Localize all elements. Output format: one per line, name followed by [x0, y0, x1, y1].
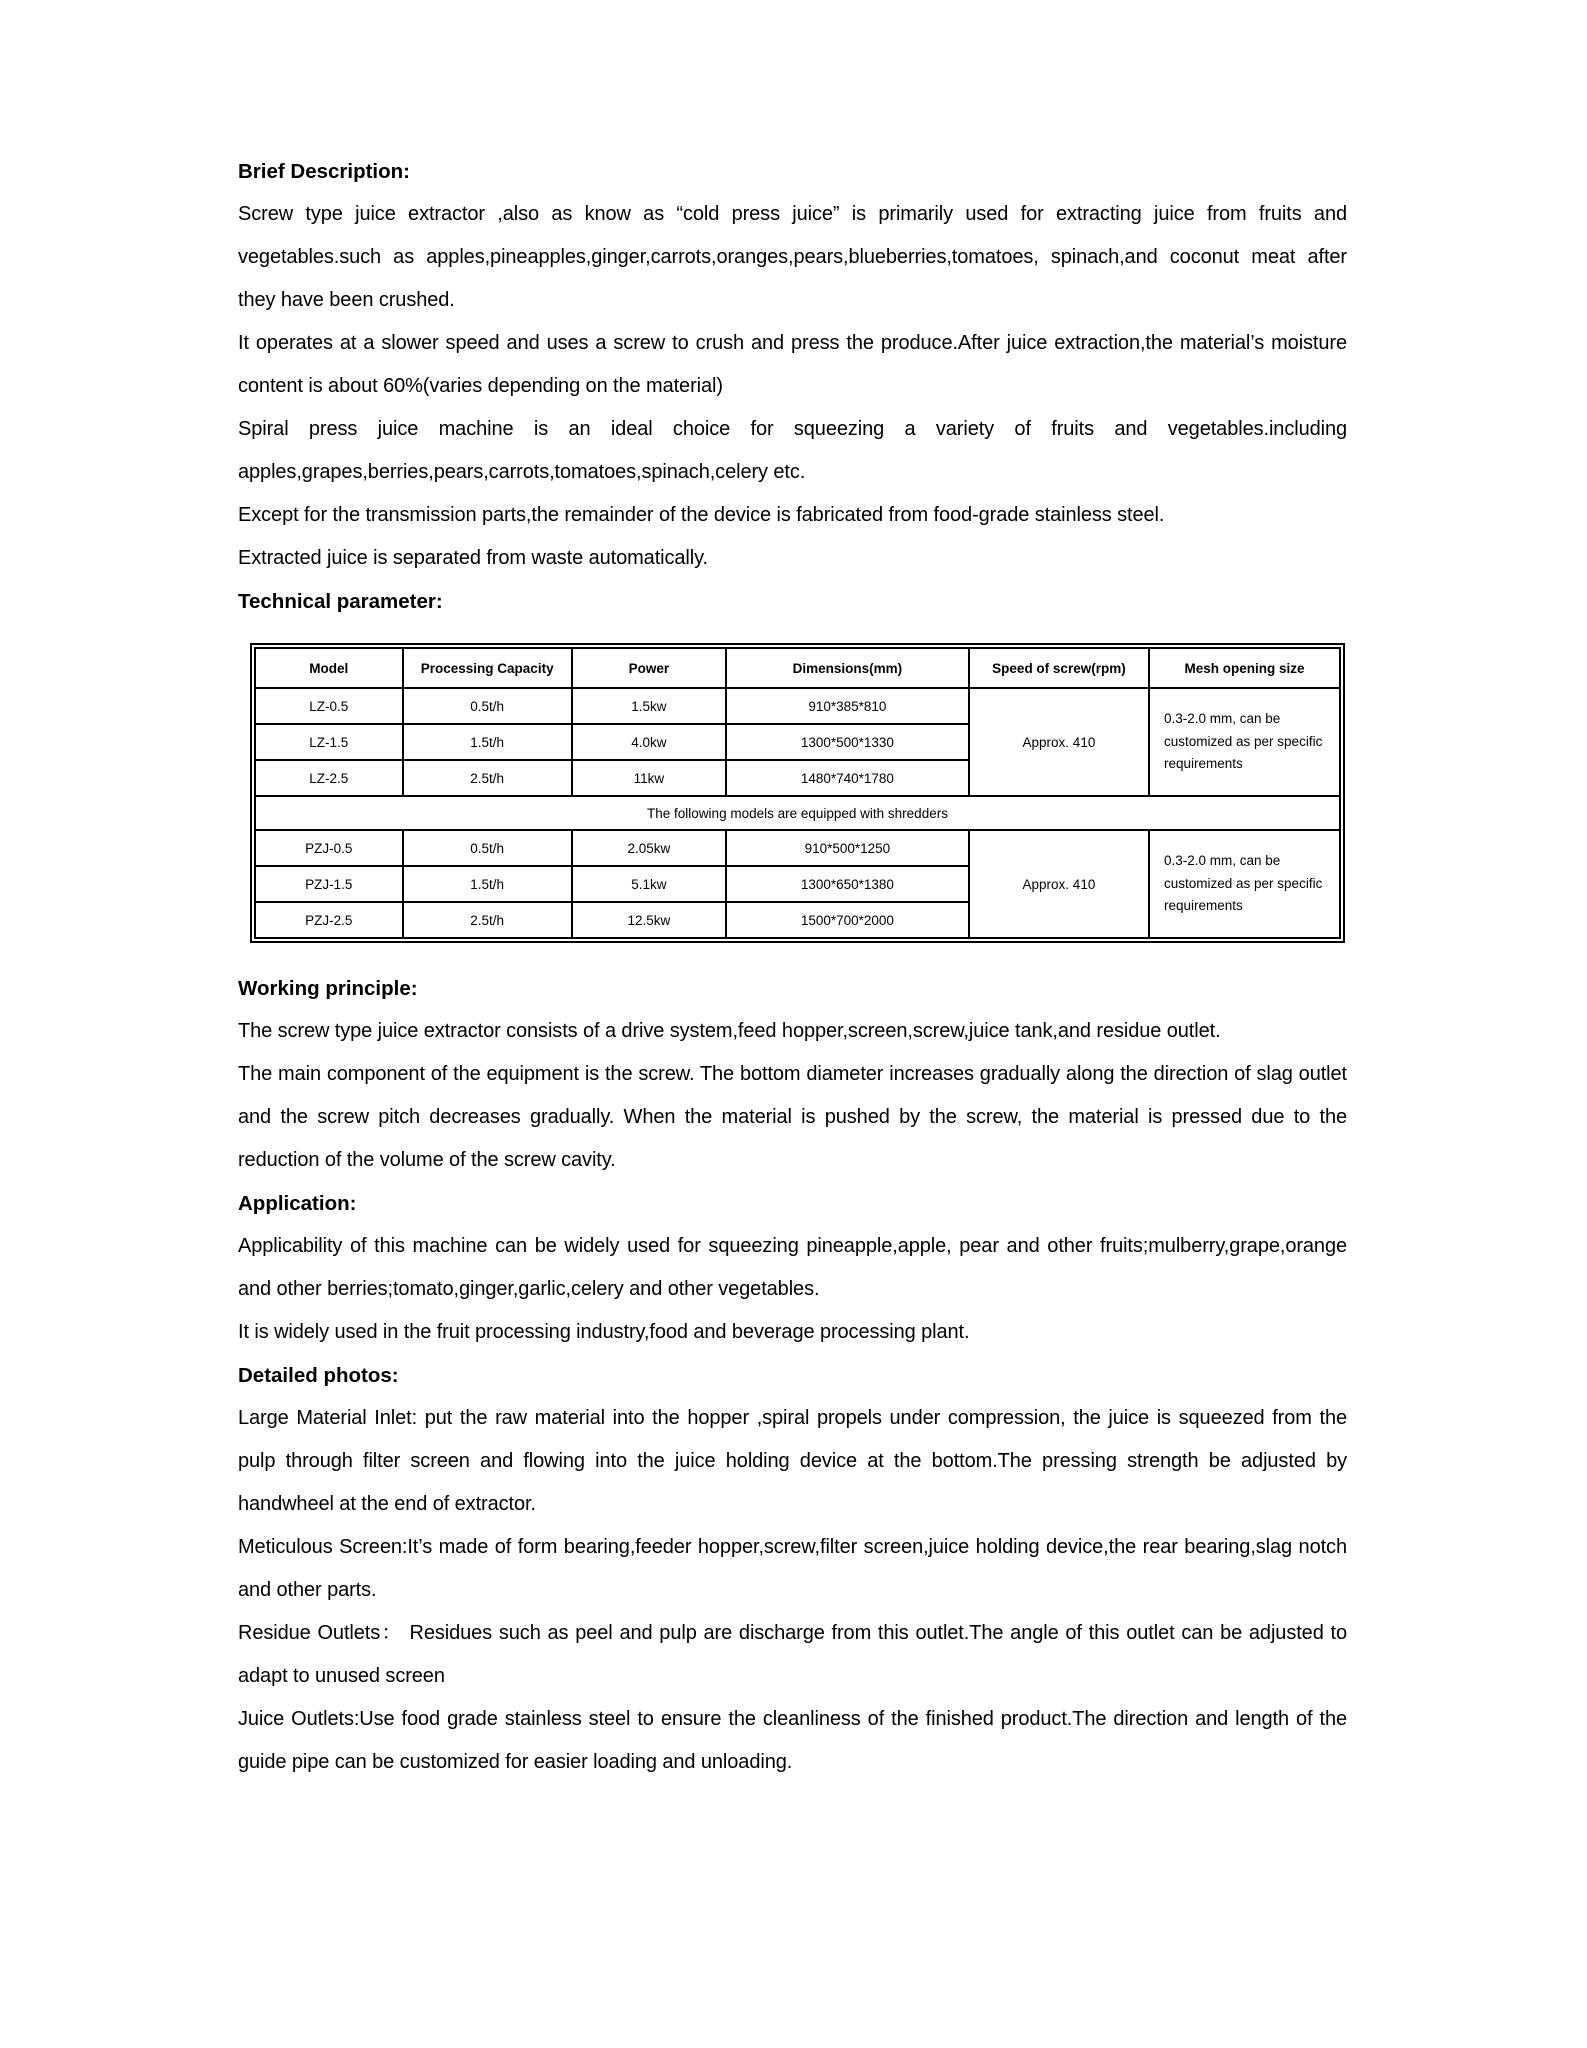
table-separator-row [255, 796, 1340, 830]
section-heading-technical-parameter: Technical parameter: [238, 590, 443, 613]
cell-mesh-pzj-group: 0.3-2.0 mm, can be customized as per specific requirements [1149, 830, 1340, 938]
paragraph-brief-4: Except for the transmission parts,the remainder of the device is fabricated from food-grade stainless steel. [238, 504, 1165, 526]
column-header-mesh-opening-size: Mesh opening size [1149, 648, 1340, 688]
section-heading-working-principle: Working principle: [238, 977, 418, 1000]
cell-speed-lz-group: Approx. 410 [969, 688, 1149, 796]
cell-model: LZ-2.5 [255, 760, 403, 796]
cell-dimensions: 1480*740*1780 [726, 760, 969, 796]
cell-capacity: 2.5t/h [403, 760, 572, 796]
cell-capacity: 1.5t/h [403, 866, 572, 902]
cell-capacity: 1.5t/h [403, 724, 572, 760]
cell-model: LZ-0.5 [255, 688, 403, 724]
cell-mesh-lz-group: 0.3-2.0 mm, can be customized as per specific requirements [1149, 688, 1340, 796]
cell-capacity: 2.5t/h [403, 902, 572, 938]
column-header-model: Model [255, 648, 403, 688]
section-heading-brief-description: Brief Description: [238, 160, 410, 183]
paragraph-working-1: The screw type juice extractor consists of a drive system,feed hopper,screen,screw,juice tank,and residue outlet. [238, 1020, 1221, 1042]
column-header-speed-of-screw: Speed of screw(rpm) [969, 648, 1149, 688]
cell-speed-pzj-group: Approx. 410 [969, 830, 1149, 938]
table-row-pzj-0-5 [255, 830, 1340, 866]
shredder-note: The following models are equipped with shredders [255, 796, 1340, 830]
table-header-row [255, 648, 1340, 688]
paragraph-application-2: It is widely used in the fruit processing industry,food and beverage processing plant. [238, 1321, 970, 1343]
cell-power: 4.0kw [572, 724, 726, 760]
cell-dimensions: 1300*500*1330 [726, 724, 969, 760]
cell-model: LZ-1.5 [255, 724, 403, 760]
paragraph-brief-1: Screw type juice extractor ,also as know as “cold press juice” is primarily used for extracting juice from fruits and vegetables.such as apples,pineapples,ginger,carrots,oranges,pears,blueberries,tomatoes, spinach,and coconut meat after they have been crushed. [238, 203, 1347, 311]
column-header-power: Power [572, 648, 726, 688]
technical-parameter-table [254, 647, 1341, 939]
cell-model: PZJ-1.5 [255, 866, 403, 902]
cell-dimensions: 1300*650*1380 [726, 866, 969, 902]
cell-power: 12.5kw [572, 902, 726, 938]
paragraph-brief-2: It operates at a slower speed and uses a screw to crush and press the produce.After juice extraction,the material’s moisture content is about 60%(varies depending on the material) [238, 332, 1347, 397]
paragraph-brief-3: Spiral press juice machine is an ideal choice for squeezing a variety of fruits and vegetables.including apples,grapes,berries,pears,carrots,tomatoes,spinach,celery etc. [238, 418, 1347, 483]
cell-power: 5.1kw [572, 866, 726, 902]
cell-dimensions: 910*500*1250 [726, 830, 969, 866]
cell-dimensions: 910*385*810 [726, 688, 969, 724]
cell-model: PZJ-0.5 [255, 830, 403, 866]
cell-dimensions: 1500*700*2000 [726, 902, 969, 938]
paragraph-brief-5: Extracted juice is separated from waste automatically. [238, 547, 708, 569]
cell-model: PZJ-2.5 [255, 902, 403, 938]
cell-capacity: 0.5t/h [403, 688, 572, 724]
table-row-lz-0-5 [255, 688, 1340, 724]
paragraph-working-2: The main component of the equipment is the screw. The bottom diameter increases gradually along the direction of slag outlet and the screw pitch decreases gradually. When the material is pushed by the screw, the material is pressed due to the reduction of the volume of the screw cavity. [238, 1063, 1347, 1171]
paragraph-application-1: Applicability of this machine can be widely used for squeezing pineapple,apple, pear and other fruits;mulberry,grape,orange and other berries;tomato,ginger,garlic,celery and other vegetables. [238, 1235, 1347, 1300]
cell-capacity: 0.5t/h [403, 830, 572, 866]
paragraph-detailed-3: Residue Outlets： Residues such as peel and pulp are discharge from this outlet.The angle of this outlet can be adjusted to adapt to unused screen [238, 1622, 1347, 1687]
column-header-processing-capacity: Processing Capacity [403, 648, 572, 688]
cell-power: 2.05kw [572, 830, 726, 866]
section-heading-application: Application: [238, 1192, 357, 1215]
section-heading-detailed-photos: Detailed photos: [238, 1364, 399, 1387]
paragraph-detailed-1: Large Material Inlet: put the raw material into the hopper ,spiral propels under compression, the juice is squeezed from the pulp through filter screen and flowing into the juice holding device at the bottom.The pressing strength be adjusted by handwheel at the end of extractor. [238, 1407, 1347, 1515]
technical-parameter-table-border [250, 643, 1345, 943]
cell-power: 11kw [572, 760, 726, 796]
cell-power: 1.5kw [572, 688, 726, 724]
column-header-dimensions: Dimensions(mm) [726, 648, 969, 688]
paragraph-detailed-2: Meticulous Screen:It’s made of form bearing,feeder hopper,screw,filter screen,juice holding device,the rear bearing,slag notch and other parts. [238, 1536, 1347, 1601]
paragraph-detailed-4: Juice Outlets:Use food grade stainless steel to ensure the cleanliness of the finished product.The direction and length of the guide pipe can be customized for easier loading and unloading. [238, 1708, 1347, 1773]
